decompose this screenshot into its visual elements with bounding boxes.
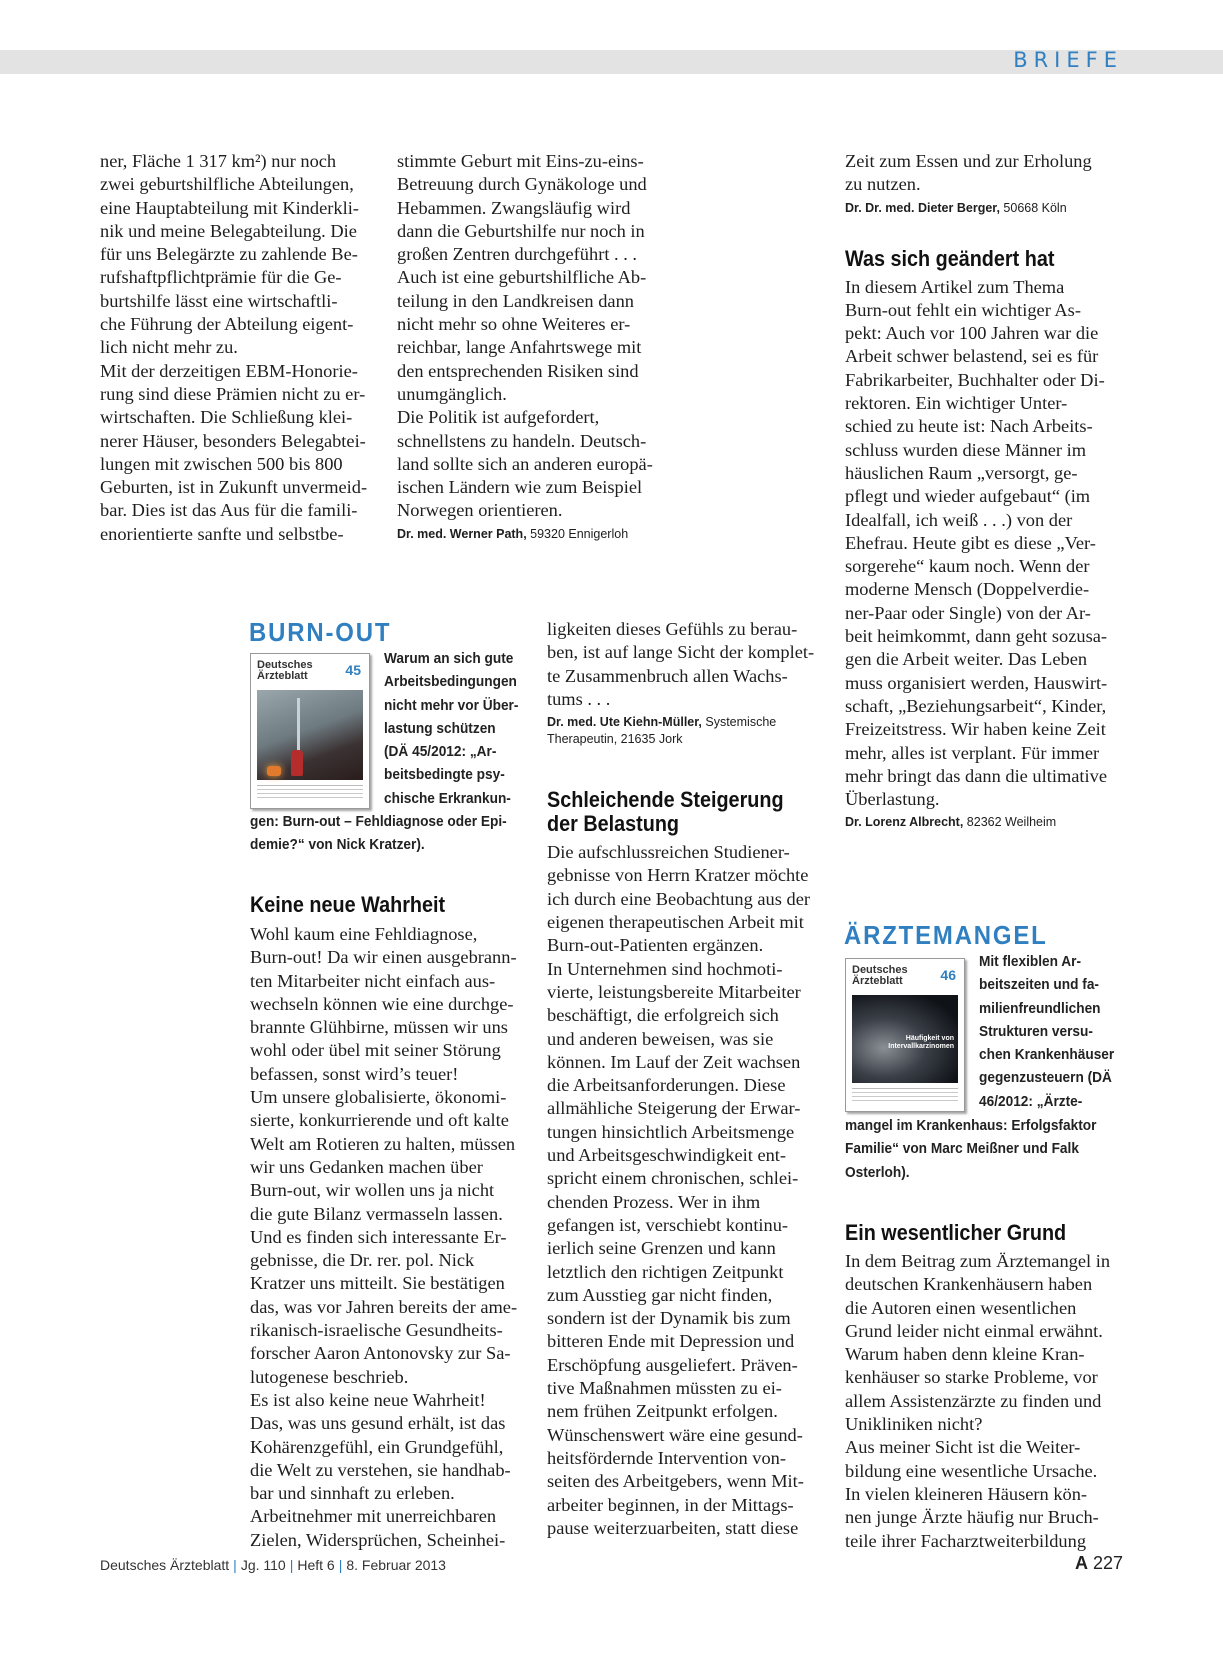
text-line: burtshilfe lässt eine wirtschaftli- bbox=[100, 290, 338, 311]
text-line: schnellstens zu handeln. Deutsch- bbox=[397, 430, 647, 451]
text-line: nicht mehr vor Über- bbox=[384, 696, 519, 714]
text-line: Norwegen orientieren. bbox=[397, 500, 563, 521]
text-line: Betreuung durch Gynäkologe und bbox=[397, 174, 647, 195]
text-line: spricht einem chronischen, schlei- bbox=[547, 1168, 799, 1189]
text-line: vierte, leistungsbereite Mitarbeiter bbox=[547, 981, 801, 1002]
text-line: tive Maßnahmen müssten zu ei- bbox=[547, 1378, 782, 1399]
text-line: pause weiterzuarbeiten, statt diese bbox=[547, 1517, 799, 1538]
text-line: ner, Fläche 1 317 km²) nur noch bbox=[100, 151, 337, 171]
text-line: dann die Geburtshilfe nur noch in bbox=[397, 220, 645, 241]
text-line: beschäftigt, die erfolgreich sich bbox=[547, 1005, 779, 1026]
section-title-aerztemangel: ÄRZTEMANGEL bbox=[844, 920, 1048, 950]
burnout-intro-side bbox=[384, 647, 533, 810]
text-line: die Autoren einen wesentlichen bbox=[845, 1297, 1077, 1318]
text-line: nem frühen Zeitpunkt erfolgen. bbox=[547, 1401, 778, 1422]
text-line: letztlich den richtigen Zeitpunkt bbox=[547, 1261, 784, 1282]
text-line: demie?“ von Nick Kratzer). bbox=[250, 836, 425, 854]
text-line: die Welt zu verstehen, sie handhab- bbox=[250, 1459, 511, 1480]
text-line: Ehefrau. Heute gibt es diese „Ver- bbox=[845, 532, 1096, 553]
text-line: schluss wurden diese Männer im bbox=[845, 439, 1087, 460]
text-line: Wünschenswert wäre eine gesund- bbox=[547, 1424, 803, 1445]
text-line: ner-Paar oder Single) von der Ar- bbox=[845, 602, 1091, 623]
text-line: land sollte sich an anderen europä- bbox=[397, 453, 653, 474]
text-line: che Führung der Abteilung eigent- bbox=[100, 314, 354, 335]
aerztemangel-intro-full bbox=[845, 1114, 1124, 1184]
text-line: (DÄ 45/2012: „Ar- bbox=[384, 743, 497, 761]
text-line: Das, was uns gesund erhält, ist das bbox=[250, 1413, 506, 1434]
text-line: rufshaftpflichtprämie für die Ge- bbox=[100, 267, 342, 288]
signature-berger: Dr. Dr. med. Dieter Berger, 50668 Köln bbox=[845, 200, 1067, 215]
cover-thumbnail-45 bbox=[250, 653, 370, 809]
text-line: heitsfördernde Intervention von- bbox=[547, 1447, 786, 1468]
text-line: allem Assistenzärzte zu finden und bbox=[845, 1390, 1102, 1411]
text-line: sorgerehe“ kaum noch. Wenn der bbox=[845, 556, 1090, 577]
cover-thumbnail-46 bbox=[845, 958, 965, 1112]
text-line: chen Krankenhäuser bbox=[979, 1046, 1115, 1064]
text-line: Unikliniken nicht? bbox=[845, 1414, 983, 1435]
burnout-intro-full bbox=[250, 810, 535, 857]
burnout-intro-full-lines bbox=[250, 810, 535, 857]
text-line: pekt: Auch vor 100 Jahren war die bbox=[845, 323, 1099, 344]
text-line: lastung schützen bbox=[384, 719, 496, 737]
text-line: Idealfall, ich weiß . . .) von der bbox=[845, 509, 1073, 530]
text-line: Geburten, ist in Zukunft unvermeid- bbox=[100, 477, 368, 498]
text-line: Warum an sich gute bbox=[384, 650, 514, 667]
text-line: forscher Aaron Antonovsky zur Sa- bbox=[250, 1343, 511, 1364]
burnout-body bbox=[250, 923, 517, 1552]
heading-schleichende-steigerung: Schleichende Steigerung bbox=[547, 787, 784, 813]
text-line: das, was vor Jahren bereits der ame- bbox=[250, 1296, 518, 1317]
section-label: BRIEFE bbox=[1013, 48, 1123, 72]
text-line: Burn-out! Da wir einen ausgebrann- bbox=[250, 947, 517, 968]
text-line: schied zu heute ist: Nach Arbeits- bbox=[845, 416, 1093, 437]
col1-text bbox=[100, 150, 367, 546]
text-line: Kohärenzgefühl, ein Grundgefühl, bbox=[250, 1436, 504, 1457]
column-middle bbox=[547, 618, 814, 1540]
text-line: wirtschaften. Die Schließung klei- bbox=[100, 407, 353, 428]
text-line: gen: Burn-out – Fehldiagnose oder Epi- bbox=[250, 813, 507, 830]
issue: Heft 6 bbox=[297, 1557, 335, 1573]
cover-number: 46 bbox=[940, 967, 956, 983]
text-line: muss organisiert werden, Hauswirt- bbox=[845, 672, 1108, 693]
text-line: lungen mit zwischen 500 bis 800 bbox=[100, 453, 343, 474]
text-line: Burn-out, wir wollen uns ja nicht bbox=[250, 1180, 495, 1201]
cover-image-mammogram bbox=[852, 995, 958, 1083]
text-line: gen die Arbeit weiter. Das Leben bbox=[845, 649, 1088, 670]
signature-path: Dr. med. Werner Path, 59320 Ennigerloh bbox=[397, 526, 629, 541]
text-line: lutogenese beschrieb. bbox=[250, 1366, 409, 1387]
text-line: Familie“ von Marc Meißner und Falk bbox=[845, 1140, 1079, 1158]
text-line: chenden Prozess. Wer in ihm bbox=[547, 1191, 761, 1212]
text-line: eine Hauptabteilung mit Kinderkli- bbox=[100, 197, 359, 218]
text-line: Um unsere globalisierte, ökonomi- bbox=[250, 1087, 507, 1108]
text-line: Warum haben denn kleine Kran- bbox=[845, 1344, 1085, 1365]
text-line: häuslichen Raum „versorgt, ge- bbox=[845, 462, 1078, 483]
text-line: wohl oder übel mit seiner Störung bbox=[250, 1040, 501, 1061]
mid-lead-text bbox=[547, 618, 814, 711]
text-line: ich durch eine Beobachtung aus der bbox=[547, 888, 810, 909]
text-line: Arbeitsbedingungen bbox=[384, 673, 517, 691]
aerztemangel-intro-full-lines bbox=[845, 1114, 1124, 1184]
text-line: milienfreundlichen bbox=[979, 999, 1101, 1017]
text-line: nicht mehr so ohne Weiteres er- bbox=[397, 314, 631, 335]
text-line: teile ihrer Facharztweiterbildung bbox=[845, 1530, 1087, 1551]
text-line: lich nicht mehr zu. bbox=[100, 337, 238, 358]
text-line: Grund leider nicht einmal erwähnt. bbox=[845, 1320, 1103, 1341]
text-line: Zeit zum Essen und zur Erholung bbox=[845, 151, 1092, 171]
col2-text bbox=[397, 150, 653, 523]
text-line: arbeiter beginnen, in der Mittags- bbox=[547, 1494, 794, 1515]
text-line: te Zusammenbruch allen Wachs- bbox=[547, 665, 788, 686]
text-line: Mit flexiblen Ar- bbox=[979, 953, 1082, 970]
text-line: tums . . . bbox=[547, 688, 611, 709]
text-line: unumgänglich. bbox=[397, 383, 507, 404]
text-line: enorientierte sanfte und selbstbe- bbox=[100, 523, 344, 544]
text-line: reichbar, lange Anfahrtswege mit bbox=[397, 337, 642, 358]
text-line: teilung in den Landkreisen dann bbox=[397, 290, 634, 311]
text-line: kenhäuser so starke Probleme, vor bbox=[845, 1367, 1098, 1388]
text-line: Es ist also keine neue Wahrheit! bbox=[250, 1389, 486, 1410]
section-title-burnout: BURN-OUT bbox=[249, 617, 392, 647]
text-line: befassen, sonst wird’s teuer! bbox=[250, 1063, 459, 1084]
date: 8. Februar 2013 bbox=[346, 1557, 446, 1573]
text-line: Freizeitstress. Wir haben keine Zeit bbox=[845, 719, 1106, 740]
text-line: schaft, „Beziehungsarbeit“, Kinder, bbox=[845, 695, 1107, 716]
text-line: Die Politik ist aufgefordert, bbox=[397, 407, 600, 428]
text-line: eigenen therapeutischen Arbeit mit bbox=[547, 912, 804, 933]
heading-ein-wesentlicher-grund: Ein wesentlicher Grund bbox=[845, 1220, 1067, 1245]
text-line: zu nutzen. bbox=[845, 174, 921, 195]
aerztemangel-intro-side-lines bbox=[979, 950, 1129, 1113]
page-number: A 227 bbox=[1074, 1553, 1123, 1573]
text-line: Osterloh). bbox=[845, 1163, 910, 1181]
cover-text-lines bbox=[257, 785, 363, 800]
text-line: pflegt und wieder aufgebaut“ (im bbox=[845, 486, 1091, 507]
text-line: rung sind diese Prämien nicht zu er- bbox=[100, 383, 366, 404]
text-line: allmähliche Steigerung der Erwar- bbox=[547, 1098, 801, 1119]
text-line: Auch ist eine geburtshilfliche Ab- bbox=[397, 267, 647, 288]
text-line: wechseln können wie eine durchge- bbox=[250, 993, 514, 1014]
text-line: chische Erkrankun- bbox=[384, 789, 511, 807]
column-1-top bbox=[100, 150, 367, 546]
text-line: Burn-out-Patienten ergänzen. bbox=[547, 935, 764, 956]
text-line: rektoren. Ein wichtiger Unter- bbox=[845, 393, 1068, 414]
text-line: sondern ist der Dynamik bis zum bbox=[547, 1308, 791, 1329]
text-line: für uns Belegärzte zu zahlende Be- bbox=[100, 244, 358, 265]
text-line: Arbeitnehmer mit unerreichbaren bbox=[250, 1506, 497, 1527]
text-line: wir uns Gedanken machen über bbox=[250, 1156, 483, 1177]
flower-icon bbox=[297, 698, 300, 758]
text-line: können. Im Lauf der Zeit wachsen bbox=[547, 1051, 801, 1072]
heading-der-belastung: der Belastung bbox=[547, 811, 680, 837]
text-line: ierlich seine Grenzen und kann bbox=[547, 1238, 776, 1259]
text-line: großen Zentren durchgeführt . . . bbox=[397, 244, 638, 265]
text-line: bildung eine wesentliche Ursache. bbox=[845, 1460, 1098, 1481]
signature-kiehn-mueller-line2: Therapeutin, 21635 Jork bbox=[547, 732, 683, 747]
text-line: deutschen Krankenhäusern haben bbox=[845, 1274, 1093, 1295]
text-line: brannte Glühbirne, müssen wir uns bbox=[250, 1017, 508, 1038]
text-line: die gute Bilanz vermasseln lassen. bbox=[250, 1203, 503, 1224]
text-line: tungen hinsichtlich Arbeitsmenge bbox=[547, 1121, 795, 1142]
text-line: In Unternehmen sind hochmoti- bbox=[547, 958, 783, 979]
signature-albrecht: Dr. Lorenz Albrecht, 82362 Weilheim bbox=[845, 815, 1057, 830]
column-burnout-body bbox=[250, 893, 517, 1552]
burnout-intro-side-lines bbox=[384, 647, 533, 810]
text-line: Erschöpfung ausgeliefert. Präven- bbox=[547, 1354, 798, 1375]
text-line: bar. Dies ist das Aus für die famili- bbox=[100, 500, 358, 521]
text-line: Fabrikarbeiter, Buchhalter oder Di- bbox=[845, 369, 1105, 390]
text-line: und Arbeitsgeschwindigkeit ent- bbox=[547, 1145, 787, 1166]
text-line: beitszeiten und fa- bbox=[979, 976, 1099, 994]
text-line: mangel im Krankenhaus: Erfolgsfaktor bbox=[845, 1117, 1097, 1134]
cover-title: Deutsches Ärzteblatt bbox=[852, 964, 908, 987]
text-line: mehr, alles ist verplant. Für immer bbox=[845, 742, 1100, 763]
volume: Jg. 110 bbox=[240, 1557, 286, 1573]
text-line: gegenzusteuern (DÄ bbox=[979, 1069, 1112, 1087]
col3-body bbox=[845, 276, 1107, 812]
text-line: und anderen beweisen, was sie bbox=[547, 1028, 774, 1049]
text-line: ischen Ländern wie zum Beispiel bbox=[397, 477, 643, 498]
text-line: Hebammen. Zwangsläufig wird bbox=[397, 197, 631, 218]
text-line: Zielen, Widersprüchen, Scheinhei- bbox=[250, 1529, 506, 1550]
text-line: sierte, konkurrierende und oft kalte bbox=[250, 1110, 509, 1131]
candle-icon bbox=[267, 766, 281, 776]
column-2-top bbox=[397, 150, 653, 543]
column-3 bbox=[845, 150, 1107, 831]
text-line: nerer Häuser, besonders Belegabtei- bbox=[100, 430, 366, 451]
text-line: beitsbedingte psy- bbox=[384, 766, 505, 784]
text-line: In diesem Artikel zum Thema bbox=[845, 276, 1065, 297]
footer-citation: Deutsches Ärzteblatt | Jg. 110 | Heft 6 | 8. Februar 2013 bbox=[100, 1557, 446, 1573]
heading-keine-neue-wahrheit: Keine neue Wahrheit bbox=[250, 892, 446, 917]
text-line: zum Ausstieg gar nicht finden, bbox=[547, 1284, 773, 1305]
col3-lead-text bbox=[845, 150, 1107, 197]
text-line: Kratzer uns mitteilt. Sie bestätigen bbox=[250, 1273, 505, 1294]
cover-caption: Häufigkeit von Intervallkarzinomen bbox=[888, 1035, 954, 1050]
text-line: beit heimkommt, dann geht sozusa- bbox=[845, 626, 1108, 647]
text-line: 46/2012: „Ärzte- bbox=[979, 1092, 1083, 1110]
column-aerztemangel-body bbox=[845, 1221, 1110, 1553]
text-line: bitteren Ende mit Depression und bbox=[547, 1331, 795, 1352]
text-line: nen junge Ärzte häufig nur Bruch- bbox=[845, 1507, 1099, 1528]
text-line: ten Mitarbeiter nicht einfach aus- bbox=[250, 970, 496, 991]
text-line: Wohl kaum eine Fehldiagnose, bbox=[250, 924, 478, 944]
text-line: bar und sinnhaft zu erleben. bbox=[250, 1483, 455, 1504]
text-line: gefangen ist, verschiebt kontinu- bbox=[547, 1214, 789, 1235]
text-line: Burn-out fehlt ein wichtiger As- bbox=[845, 299, 1081, 320]
text-line: den entsprechenden Risiken sind bbox=[397, 360, 639, 381]
text-line: zwei geburtshilfliche Abteilungen, bbox=[100, 174, 354, 195]
text-line: Arbeit schwer belastend, sei es für bbox=[845, 346, 1099, 367]
text-line: Überlastung. bbox=[845, 789, 940, 810]
text-line: ligkeiten dieses Gefühls zu berau- bbox=[547, 619, 798, 639]
text-line: Die aufschlussreichen Studiener- bbox=[547, 842, 790, 863]
text-line: die Arbeitsanforderungen. Diese bbox=[547, 1075, 786, 1096]
cover-image-candle bbox=[257, 690, 363, 780]
text-line: nik und meine Belegabteilung. Die bbox=[100, 220, 357, 241]
journal-name: Deutsches Ärzteblatt bbox=[100, 1557, 230, 1573]
cover-number: 45 bbox=[345, 662, 361, 678]
text-line: gebnisse, die Dr. rer. pol. Nick bbox=[250, 1250, 475, 1271]
text-line: Strukturen versu- bbox=[979, 1022, 1093, 1040]
text-line: gebnisse von Herrn Kratzer möchte bbox=[547, 865, 809, 886]
text-line: Und es finden sich interessante Er- bbox=[250, 1226, 507, 1247]
text-line: Welt am Rotieren zu halten, müssen bbox=[250, 1133, 516, 1154]
vase-icon bbox=[291, 750, 303, 776]
aerztemangel-body bbox=[845, 1250, 1110, 1553]
text-line: In dem Beitrag zum Ärztemangel in bbox=[845, 1251, 1111, 1271]
text-line: Aus meiner Sicht ist die Weiter- bbox=[845, 1437, 1081, 1458]
aerztemangel-intro-side bbox=[979, 950, 1129, 1113]
text-line: mehr bringt das dann die ultimative bbox=[845, 765, 1108, 786]
cover-title: Deutsches Ärzteblatt bbox=[257, 659, 313, 682]
text-line: In vielen kleineren Häusern kön- bbox=[845, 1483, 1088, 1504]
heading-was-sich-geaendert: Was sich geändert hat bbox=[845, 245, 1055, 271]
text-line: rikanisch-israelische Gesundheits- bbox=[250, 1320, 503, 1341]
signature-kiehn-mueller: Dr. med. Ute Kiehn-Müller, Systemische bbox=[547, 715, 777, 730]
text-line: stimmte Geburt mit Eins-zu-eins- bbox=[397, 151, 644, 171]
cover-text-lines bbox=[852, 1088, 958, 1103]
text-line: ben, ist auf lange Sicht der komplet- bbox=[547, 642, 815, 663]
mid-body bbox=[547, 841, 814, 1540]
text-line: seiten des Arbeitgebers, wenn Mit- bbox=[547, 1471, 804, 1492]
text-line: Mit der derzeitigen EBM-Honorie- bbox=[100, 360, 358, 381]
text-line: moderne Mensch (Doppelverdie- bbox=[845, 579, 1090, 600]
